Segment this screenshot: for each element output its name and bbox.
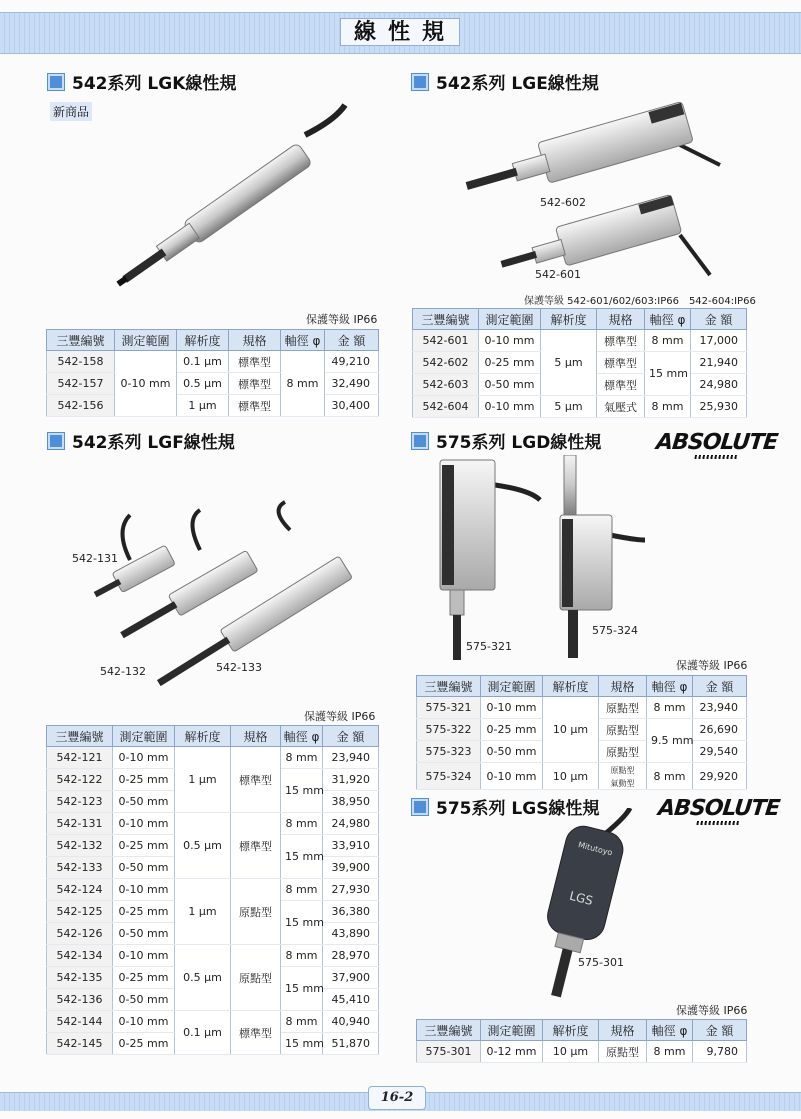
model-number: 542-133 [47, 857, 113, 879]
col-header: 金 額 [325, 330, 379, 351]
lgd-section-title: 575系列 LGD線性規 [412, 432, 601, 454]
shaft-cell: 8 mm [281, 351, 325, 417]
type-cell: 標準型 [231, 1011, 281, 1055]
range-cell: 0-10 mm [113, 879, 175, 901]
col-header: 解析度 [541, 309, 597, 330]
price-cell: 49,210 [325, 351, 379, 373]
col-header: 解析度 [543, 1020, 599, 1041]
col-header: 規格 [229, 330, 281, 351]
col-header: 金 額 [693, 1020, 747, 1041]
price-cell: 9,780 [693, 1041, 747, 1063]
col-header: 金 額 [691, 309, 747, 330]
col-header: 測定範圍 [115, 330, 177, 351]
type-cell: 原點型 [599, 719, 647, 741]
resolution-cell: 0.1 μm [175, 1011, 231, 1055]
logo-bars [694, 455, 736, 459]
photo-label: 542-601 [535, 268, 581, 281]
col-header: 測定範圍 [113, 726, 175, 747]
table-header-row [47, 330, 379, 351]
type-small-line: 原點型 [610, 766, 635, 775]
price-cell: 28,970 [323, 945, 379, 967]
range-cell: 0-50 mm [113, 989, 175, 1011]
range-cell: 0-10 mm [113, 747, 175, 769]
price-cell: 24,980 [691, 374, 747, 396]
col-header: 金 額 [693, 676, 747, 697]
lgs-spec-table [416, 1019, 747, 1063]
model-text: LGS [568, 888, 595, 909]
shaft-cell: 8 mm [281, 747, 323, 769]
range-cell: 0-50 mm [113, 857, 175, 879]
type-cell: 標準型 [597, 352, 645, 374]
type-cell: 原點型 [231, 879, 281, 945]
col-header: 規格 [599, 1020, 647, 1041]
model-number: 575-322 [417, 719, 481, 741]
model-number: 542-602 [413, 352, 479, 374]
model-number: 542-144 [47, 1011, 113, 1033]
lgf-protection-rating: 保護等級 IP66 [304, 710, 376, 723]
price-cell: 23,940 [323, 747, 379, 769]
photo-label: 575-301 [578, 956, 624, 969]
range-cell: 0-10 mm [479, 396, 541, 418]
model-number: 575-324 [417, 763, 481, 790]
shaft-cell: 8 mm [281, 945, 323, 967]
lgs-section-title: 575系列 LGS線性規 [412, 798, 599, 820]
range-cell: 0-25 mm [479, 352, 541, 374]
range-cell: 0-10 mm [115, 351, 177, 417]
table-row [413, 396, 747, 418]
table-header-row [417, 1020, 747, 1041]
type-small-line: 氣動型 [610, 779, 635, 788]
model-number: 542-601 [413, 330, 479, 352]
type-cell: 標準型 [597, 374, 645, 396]
price-cell: 40,940 [323, 1011, 379, 1033]
lge-gauge-photo [440, 85, 740, 285]
range-cell: 0-50 mm [481, 741, 543, 763]
range-cell: 0-50 mm [113, 923, 175, 945]
range-cell: 0-25 mm [113, 1033, 175, 1055]
resolution-cell: 0.5 μm [177, 373, 229, 395]
col-header: 解析度 [177, 330, 229, 351]
table-row [47, 879, 379, 901]
price-cell: 27,930 [323, 879, 379, 901]
col-header: 軸徑 φ [647, 676, 693, 697]
type-cell [599, 763, 647, 790]
type-cell: 標準型 [229, 373, 281, 395]
page-title: 線性規 [340, 18, 460, 46]
table-row [417, 763, 747, 790]
col-header: 規格 [597, 309, 645, 330]
model-number: 542-135 [47, 967, 113, 989]
price-cell: 25,930 [691, 396, 747, 418]
model-number: 542-156 [47, 395, 115, 417]
shaft-cell: 8 mm [645, 330, 691, 352]
resolution-cell: 1 μm [175, 879, 231, 945]
range-cell: 0-10 mm [113, 1011, 175, 1033]
model-number: 542-124 [47, 879, 113, 901]
model-number: 542-136 [47, 989, 113, 1011]
range-cell: 0-10 mm [113, 813, 175, 835]
price-cell: 17,000 [691, 330, 747, 352]
table-row [417, 1041, 747, 1063]
col-header: 三豐編號 [413, 309, 479, 330]
col-header: 規格 [231, 726, 281, 747]
table-row [47, 747, 379, 769]
table-row [47, 813, 379, 835]
model-number: 542-603 [413, 374, 479, 396]
table-row [413, 330, 747, 352]
logo-bars [696, 821, 738, 825]
type-cell: 原點型 [599, 1041, 647, 1063]
price-cell: 29,540 [693, 741, 747, 763]
square-bullet-icon [48, 433, 64, 449]
range-cell: 0-25 mm [113, 967, 175, 989]
lgf-spec-table [46, 725, 379, 1055]
brand-text: Mitutoyo [577, 840, 614, 858]
model-number: 542-145 [47, 1033, 113, 1055]
resolution-cell: 0.5 μm [175, 945, 231, 1011]
type-cell: 氣壓式 [597, 396, 645, 418]
table-header-row [413, 309, 747, 330]
col-header: 測定範圍 [479, 309, 541, 330]
square-bullet-icon [412, 799, 428, 815]
photo-label: 542-602 [540, 196, 586, 209]
model-number: 542-132 [47, 835, 113, 857]
type-cell: 標準型 [231, 813, 281, 879]
type-cell: 標準型 [597, 330, 645, 352]
range-cell: 0-25 mm [113, 835, 175, 857]
model-number: 542-158 [47, 351, 115, 373]
range-cell: 0-25 mm [481, 719, 543, 741]
type-cell: 原點型 [231, 945, 281, 1011]
range-cell: 0-10 mm [481, 697, 543, 719]
col-header: 軸徑 φ [645, 309, 691, 330]
lgd-gauge-photo [420, 455, 650, 670]
lgk-spec-table [46, 329, 379, 417]
resolution-cell: 10 μm [543, 763, 599, 790]
lgk-gauge-photo [100, 100, 380, 300]
model-number: 575-323 [417, 741, 481, 763]
type-cell: 標準型 [229, 395, 281, 417]
lge-spec-table [412, 308, 747, 418]
price-cell: 31,920 [323, 769, 379, 791]
lge-section-title: 542系列 LGE線性規 [412, 73, 599, 95]
type-cell: 標準型 [229, 351, 281, 373]
photo-label: 575-321 [466, 640, 512, 653]
lgs-protection-rating: 保護等級 IP66 [676, 1004, 748, 1017]
photo-label: 542-132 [100, 665, 146, 678]
model-number: 542-123 [47, 791, 113, 813]
model-number: 575-321 [417, 697, 481, 719]
page-number: 16-2 [368, 1086, 426, 1110]
table-row [47, 1011, 379, 1033]
model-number: 542-126 [47, 923, 113, 945]
col-header: 測定範圍 [481, 1020, 543, 1041]
price-cell: 26,690 [693, 719, 747, 741]
photo-label: 575-324 [592, 624, 638, 637]
new-product-tag: 新商品 [50, 102, 92, 121]
col-header: 三豐編號 [417, 1020, 481, 1041]
resolution-cell: 5 μm [541, 330, 597, 396]
model-number: 542-604 [413, 396, 479, 418]
shaft-cell: 8 mm [647, 763, 693, 790]
resolution-cell: 0.1 μm [177, 351, 229, 373]
resolution-cell: 5 μm [541, 396, 597, 418]
price-cell: 36,380 [323, 901, 379, 923]
range-cell: 0-50 mm [113, 791, 175, 813]
table-row [47, 351, 379, 373]
col-header: 三豐編號 [47, 330, 115, 351]
col-header: 三豐編號 [47, 726, 113, 747]
lge-protection-rating: 保護等級 542-601/602/603:IP66 542-604:IP66 [524, 296, 756, 307]
photo-label: 542-131 [72, 552, 118, 565]
table-header-row [417, 676, 747, 697]
lgk-protection-rating: 保護等級 IP66 [306, 313, 378, 326]
price-cell: 33,910 [323, 835, 379, 857]
price-cell: 43,890 [323, 923, 379, 945]
col-header: 軸徑 φ [647, 1020, 693, 1041]
model-number: 542-134 [47, 945, 113, 967]
price-cell: 37,900 [323, 967, 379, 989]
type-cell: 原點型 [599, 741, 647, 763]
shaft-cell: 15 mm [645, 352, 691, 396]
resolution-cell: 10 μm [543, 697, 599, 763]
range-cell: 0-25 mm [113, 901, 175, 923]
lgf-section-title: 542系列 LGF線性規 [48, 432, 235, 454]
price-cell: 29,920 [693, 763, 747, 790]
model-number: 575-301 [417, 1041, 481, 1063]
range-cell: 0-10 mm [479, 330, 541, 352]
table-row [47, 395, 379, 417]
price-cell: 51,870 [323, 1033, 379, 1055]
range-cell: 0-25 mm [113, 769, 175, 791]
col-header: 規格 [599, 676, 647, 697]
shaft-cell: 8 mm [281, 813, 323, 835]
model-number: 542-131 [47, 813, 113, 835]
absolute-logo: ABSOLUTE [656, 796, 780, 825]
price-cell: 30,400 [325, 395, 379, 417]
shaft-cell: 15 mm [281, 967, 323, 1011]
shaft-cell: 8 mm [647, 697, 693, 719]
col-header: 解析度 [543, 676, 599, 697]
lgd-spec-table [416, 675, 747, 790]
table-row [47, 373, 379, 395]
shaft-cell: 8 mm [647, 1041, 693, 1063]
square-bullet-icon [412, 74, 428, 90]
col-header: 軸徑 φ [281, 726, 323, 747]
lgd-protection-rating: 保護等級 IP66 [676, 659, 748, 672]
price-cell: 39,900 [323, 857, 379, 879]
photo-label: 542-133 [216, 661, 262, 674]
table-row [417, 697, 747, 719]
table-row [47, 945, 379, 967]
table-header-row [47, 726, 379, 747]
col-header: 軸徑 φ [281, 330, 325, 351]
col-header: 解析度 [175, 726, 231, 747]
resolution-cell: 1 μm [177, 395, 229, 417]
model-number: 542-121 [47, 747, 113, 769]
shaft-cell: 8 mm [281, 1011, 323, 1033]
shaft-cell: 9.5 mm [647, 719, 693, 763]
price-cell: 21,940 [691, 352, 747, 374]
type-cell: 原點型 [599, 697, 647, 719]
shaft-cell: 8 mm [645, 396, 691, 418]
shaft-cell: 8 mm [281, 879, 323, 901]
absolute-logo: ABSOLUTE [654, 430, 778, 459]
col-header: 測定範圍 [481, 676, 543, 697]
shaft-cell: 15 mm [281, 901, 323, 945]
square-bullet-icon [48, 74, 64, 90]
col-header: 金 額 [323, 726, 379, 747]
price-cell: 38,950 [323, 791, 379, 813]
shaft-cell: 15 mm [281, 1033, 323, 1055]
shaft-cell: 15 mm [281, 835, 323, 879]
col-header: 三豐編號 [417, 676, 481, 697]
price-cell: 45,410 [323, 989, 379, 1011]
range-cell: 0-10 mm [113, 945, 175, 967]
range-cell: 0-12 mm [481, 1041, 543, 1063]
shaft-cell: 15 mm [281, 769, 323, 813]
lgs-gauge-photo [510, 808, 660, 1008]
price-cell: 24,980 [323, 813, 379, 835]
model-number: 542-122 [47, 769, 113, 791]
resolution-cell: 0.5 μm [175, 813, 231, 879]
model-number: 542-157 [47, 373, 115, 395]
range-cell: 0-10 mm [481, 763, 543, 790]
lgk-section-title: 542系列 LGK線性規 [48, 73, 236, 95]
square-bullet-icon [412, 433, 428, 449]
price-cell: 23,940 [693, 697, 747, 719]
range-cell: 0-50 mm [479, 374, 541, 396]
resolution-cell: 1 μm [175, 747, 231, 813]
resolution-cell: 10 μm [543, 1041, 599, 1063]
type-cell: 標準型 [231, 747, 281, 813]
price-cell: 32,490 [325, 373, 379, 395]
model-number: 542-125 [47, 901, 113, 923]
